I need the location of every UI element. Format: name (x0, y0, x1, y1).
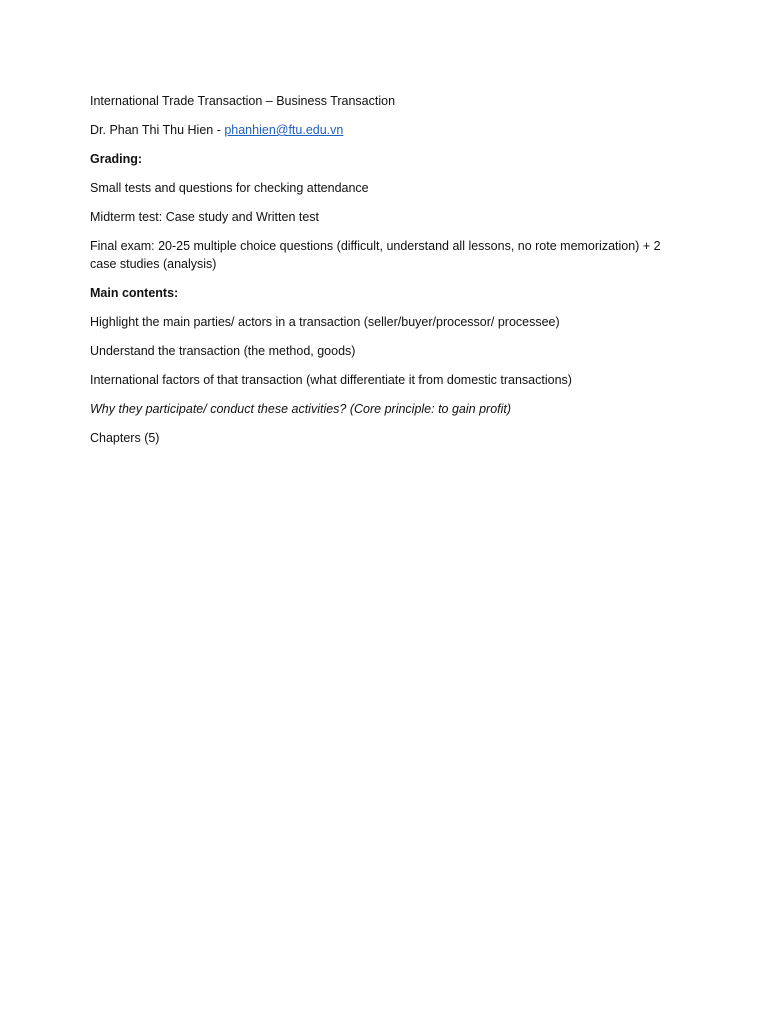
main-contents-item-international-factors: International factors of that transaction (what differentiate it from domestic transactions) (90, 373, 572, 387)
grading-item-midterm: Midterm test: Case study and Written test (90, 210, 320, 224)
main-contents-note: Why they participate/ conduct these activities? (Core principle: to gain profit) (90, 402, 512, 416)
main-contents-item-parties: Highlight the main parties/ actors in a transaction (seller/buyer/processor/ processee) (90, 315, 560, 329)
author-email-link[interactable]: phanhien@ftu.edu.vn (224, 123, 344, 137)
grading-item-final-exam: Final exam: 20-25 multiple choice questions (difficult, understand all lessons, no rote memorization) + 2 case studies (analysis) (90, 239, 661, 271)
document-title: International Trade Transaction – Business Transaction (90, 94, 396, 108)
grading-item-attendance: Small tests and questions for checking attendance (90, 181, 369, 195)
author-name: Dr. Phan Thi Thu Hien - (90, 123, 225, 137)
main-contents-heading: Main contents: (90, 286, 179, 300)
chapters-line: Chapters (5) (90, 431, 160, 445)
main-contents-item-transaction: Understand the transaction (the method, goods) (90, 344, 356, 358)
grading-heading: Grading: (90, 152, 143, 166)
author-line (90, 121, 690, 139)
document-body (90, 92, 690, 458)
